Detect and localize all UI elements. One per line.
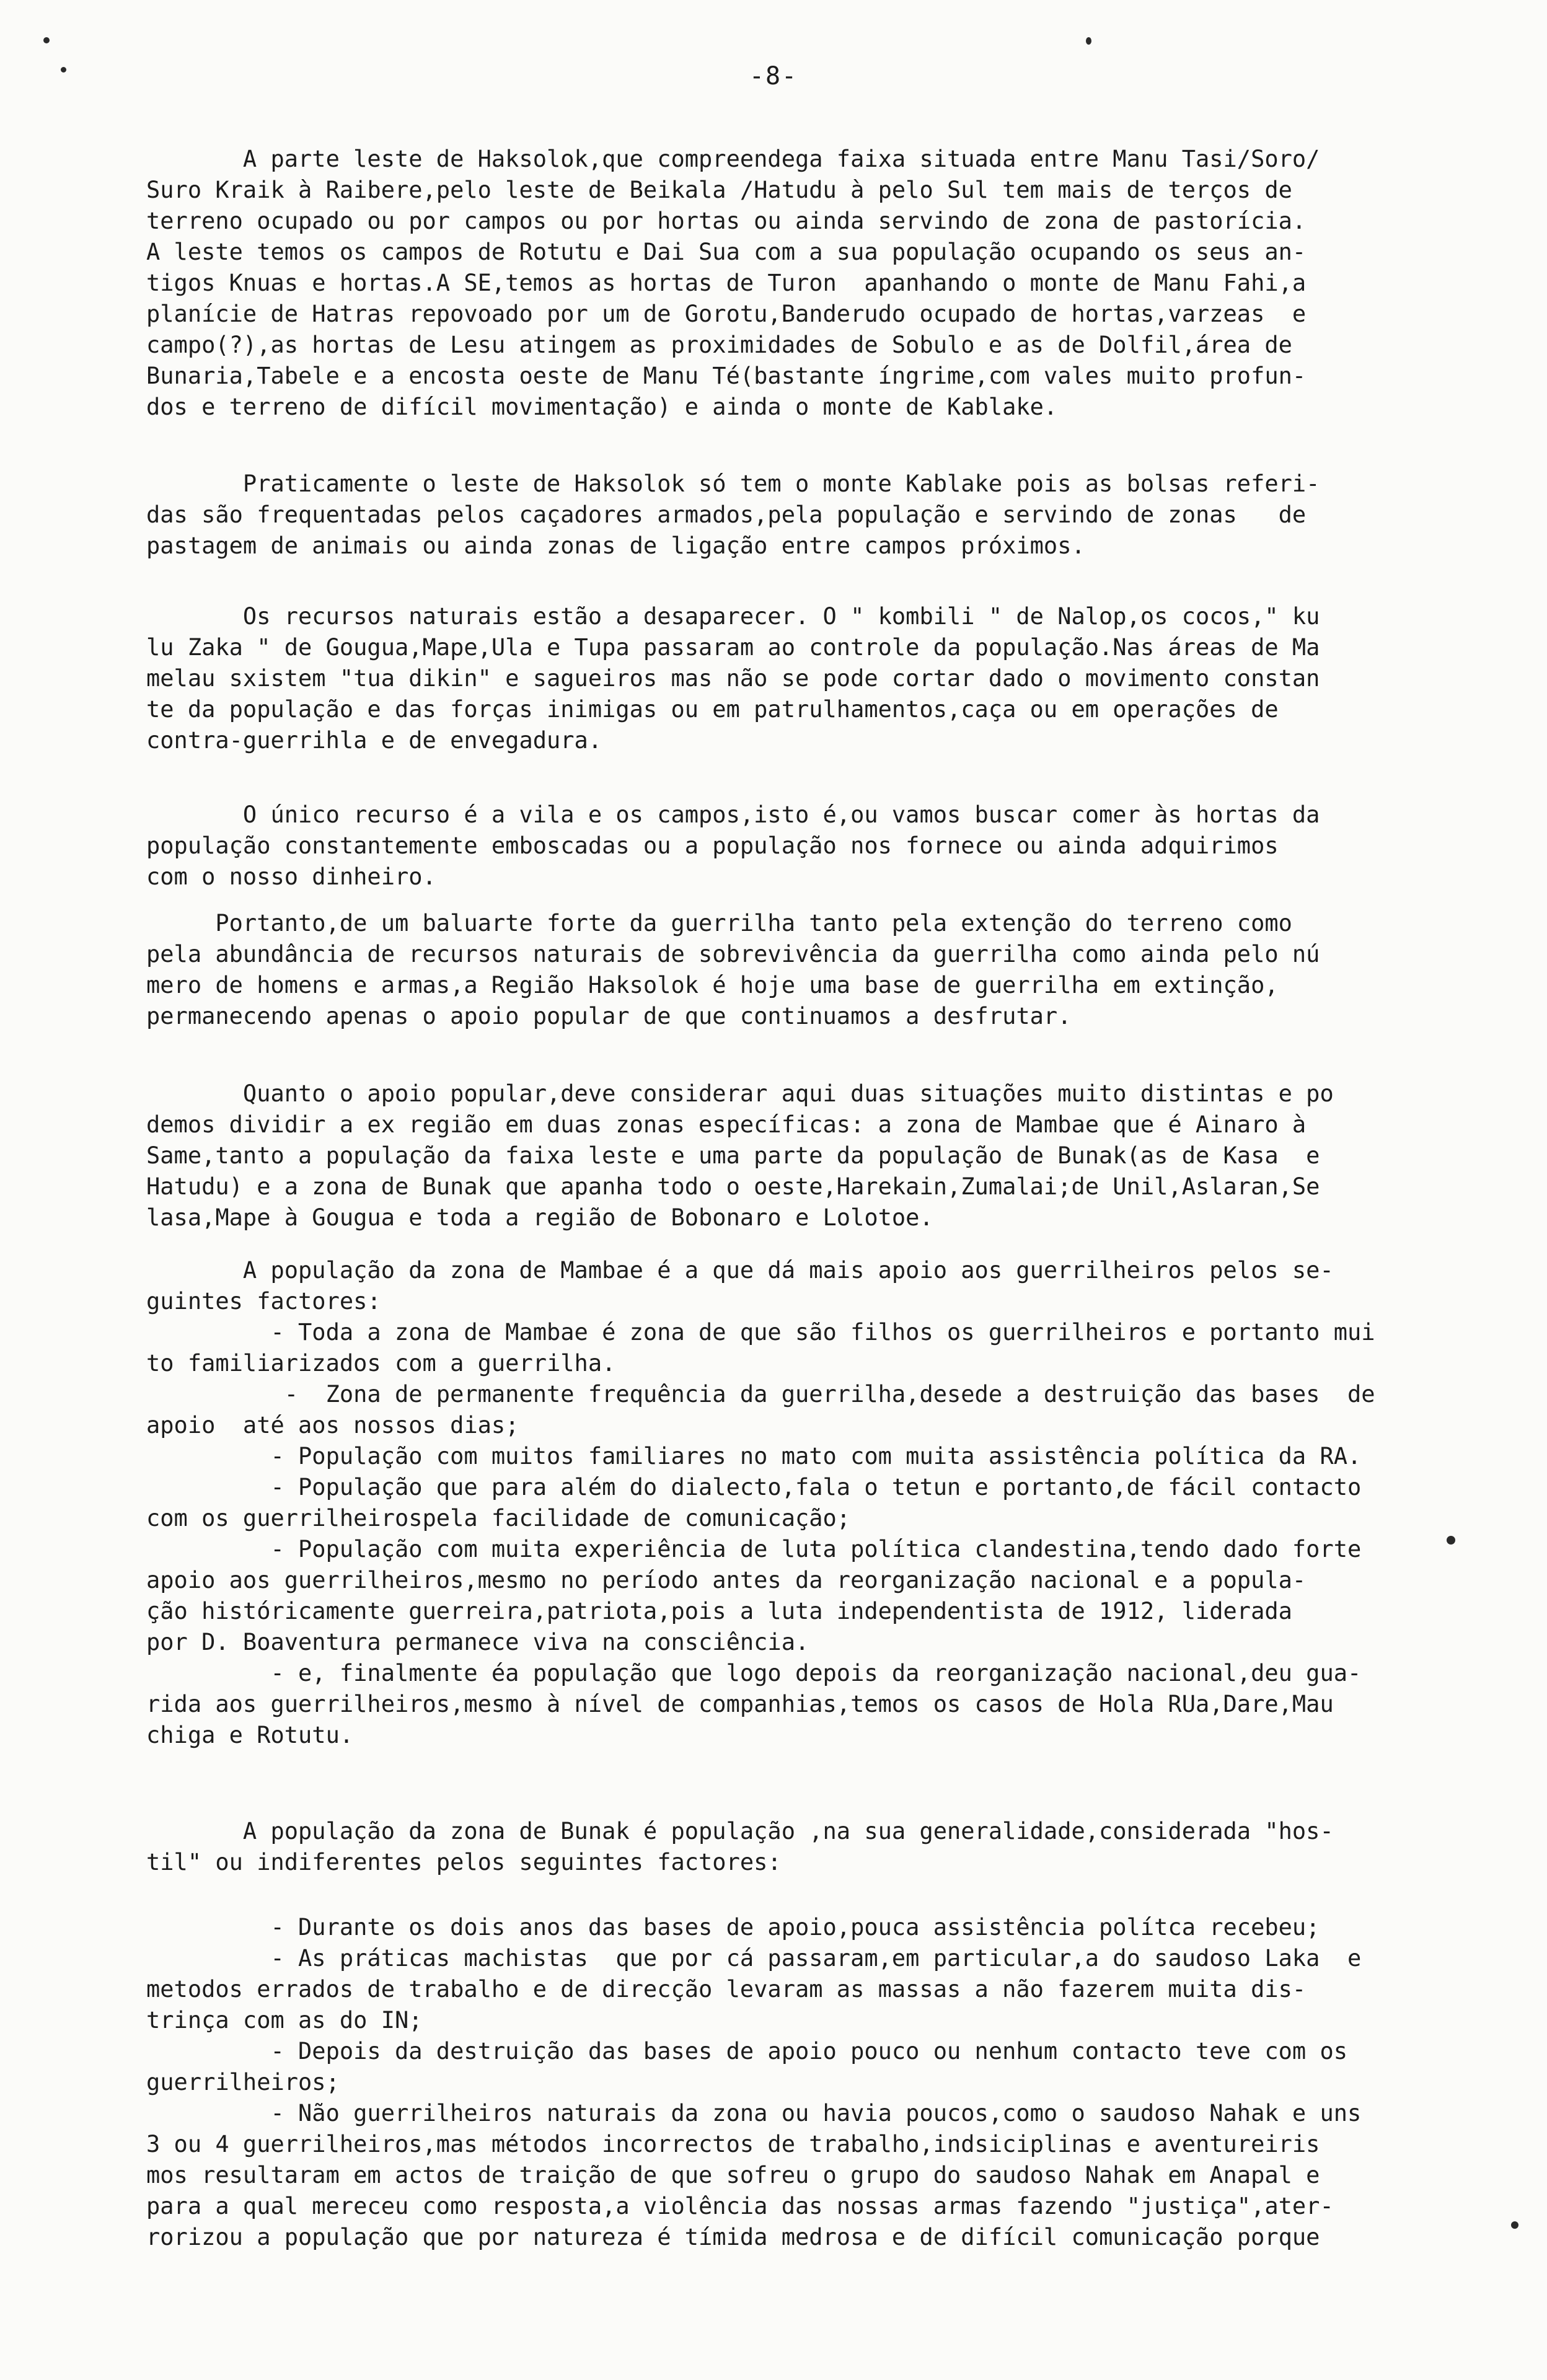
text-line: mos resultaram em actos de traição de que sofreu o grupo do saudoso Nahak em Anapal e (146, 2162, 1320, 2188)
paragraph (146, 1912, 1454, 2253)
text-line: pastagem de animais ou ainda zonas de ligação entre campos próximos. (146, 532, 1085, 559)
text-line: Hatudu) e a zona de Bunak que apanha todo o oeste,Harekain,Zumalai;de Unil,Aslaran,Se (146, 1173, 1320, 1200)
text-line: Portanto,de um baluarte forte da guerrilha tanto pela extenção do terreno como (146, 910, 1292, 937)
text-line: - As práticas machistas que por cá passaram,em particular,a do saudoso Laka e (146, 1945, 1362, 1972)
text-line: A população da zona de Mambae é a que dá mais apoio aos guerrilheiros pelos se- (146, 1257, 1334, 1284)
text-line: população constantemente emboscadas ou a população nos fornece ou ainda adquirimos (146, 832, 1279, 859)
scan-speck (43, 37, 50, 43)
text-line: til" ou indiferentes pelos seguintes factores: (146, 1849, 782, 1875)
text-line: Suro Kraik à Raibere,pelo leste de Beikala /Hatudu à pelo Sul tem mais de terços de (146, 177, 1292, 203)
scan-speck (1086, 37, 1091, 45)
text-line: Bunaria,Tabele e a encosta oeste de Manu Té(bastante íngrime,com vales muito profun- (146, 363, 1307, 389)
paragraph (146, 908, 1454, 1032)
text-line: - Zona de permanente frequência da guerrilha,desede a destruição das bases de (146, 1381, 1375, 1408)
text-line: para a qual mereceu como resposta,a violência das nossas armas fazendo "justiça",ater- (146, 2193, 1334, 2219)
scan-speck (61, 67, 66, 73)
text-line: campo(?),as hortas de Lesu atingem as proximidades de Sobulo e as de Dolfil,área de (146, 332, 1292, 358)
text-line: contra-guerrihla e de envegadura. (146, 727, 602, 754)
text-line: mero de homens e armas,a Região Haksolok é hoje uma base de guerrilha em extinção, (146, 972, 1279, 998)
text-line: apoio até aos nossos dias; (146, 1412, 519, 1439)
text-line: - Não guerrilheiros naturais da zona ou havia poucos,como o saudoso Nahak e uns (146, 2100, 1362, 2127)
text-line: terreno ocupado ou por campos ou por hortas ou ainda servindo de zona de pastorícia. (146, 208, 1307, 234)
scan-speck (1511, 2221, 1518, 2229)
paragraph (146, 601, 1454, 756)
text-line: permanecendo apenas o apoio popular de que continuamos a desfrutar. (146, 1003, 1072, 1029)
text-line: A população da zona de Bunak é população ,na sua generalidade,considerada "hos- (146, 1818, 1334, 1844)
text-line: - Depois da destruição das bases de apoio pouco ou nenhum contacto teve com os (146, 2038, 1348, 2065)
page-number: -8- (749, 62, 798, 90)
text-line: A leste temos os campos de Rotutu e Dai Sua com a sua população ocupando os seus an- (146, 239, 1307, 265)
text-line: por D. Boaventura permanece viva na consciência. (146, 1629, 809, 1655)
text-line: lu Zaka " de Gougua,Mape,Ula e Tupa passaram ao controle da população.Nas áreas de Ma (146, 634, 1320, 661)
text-line: com os guerrilheirospela facilidade de comunicação; (146, 1505, 851, 1532)
text-line: Same,tanto a população da faixa leste e uma parte da população de Bunak(as de Kasa e (146, 1142, 1320, 1169)
text-line: ção históricamente guerreira,patriota,pois a luta independentista de 1912, liderada (146, 1598, 1292, 1624)
text-line: guintes factores: (146, 1288, 381, 1315)
text-line: metodos errados de trabalho e de direcção levaram as massas a não fazerem muita dis- (146, 1976, 1307, 2003)
text-line: Praticamente o leste de Haksolok só tem o monte Kablake pois as bolsas referi- (146, 470, 1320, 497)
text-line: das são frequentadas pelos caçadores armados,pela população e servindo de zonas de (146, 501, 1307, 528)
text-line: - População com muita experiência de luta política clandestina,tendo dado forte (146, 1536, 1362, 1562)
text-line: O único recurso é a vila e os campos,isto é,ou vamos buscar comer às hortas da (146, 801, 1320, 828)
scan-speck (1447, 1536, 1455, 1545)
paragraph (146, 144, 1454, 423)
text-line: Quanto o apoio popular,deve considerar aqui duas situações muito distintas e po (146, 1080, 1334, 1107)
text-line: - População que para além do dialecto,fala o tetun e portanto,de fácil contacto (146, 1474, 1362, 1501)
text-line: guerrilheiros; (146, 2069, 340, 2096)
text-line: 3 ou 4 guerrilheiros,mas métodos incorrectos de trabalho,indsiciplinas e aventureiris (146, 2131, 1320, 2157)
text-line: rorizou a população que por natureza é tímida medrosa e de difícil comunicação porque (146, 2224, 1320, 2250)
text-line: to familiarizados com a guerrilha. (146, 1350, 616, 1377)
text-line: Os recursos naturais estão a desaparecer. O " kombili " de Nalop,os cocos," ku (146, 603, 1320, 630)
text-line: tigos Knuas e hortas.A SE,temos as hortas de Turon apanhando o monte de Manu Fahi,a (146, 270, 1307, 296)
text-line: demos dividir a ex região em duas zonas específicas: a zona de Mambae que é Ainaro à (146, 1111, 1307, 1138)
paragraph (146, 1078, 1454, 1233)
text-line: chiga e Rotutu. (146, 1722, 354, 1748)
text-line: - Durante os dois anos das bases de apoio,pouca assistência polítca recebeu; (146, 1914, 1320, 1941)
text-line: lasa,Mape à Gougua e toda a região de Bobonaro e Lolotoe. (146, 1204, 933, 1231)
paragraph (146, 800, 1454, 892)
text-line: - População com muitos familiares no mato com muita assistência política da RA. (146, 1443, 1362, 1470)
text-line: trinça com as do IN; (146, 2007, 423, 2034)
text-line: pela abundância de recursos naturais de sobrevivência da guerrilha como ainda pelo nú (146, 941, 1320, 967)
paragraph (146, 1255, 1454, 1751)
text-line: melau sxistem "tua dikin" e sagueiros mas não se pode cortar dado o movimento constan (146, 665, 1320, 692)
text-line: A parte leste de Haksolok,que compreendega faixa situada entre Manu Tasi/Soro/ (146, 146, 1320, 172)
text-line: apoio aos guerrilheiros,mesmo no período antes da reorganização nacional e a popula- (146, 1567, 1307, 1593)
text-line: dos e terreno de difícil movimentação) e ainda o monte de Kablake. (146, 394, 1058, 420)
text-line: com o nosso dinheiro. (146, 863, 436, 890)
text-line: rida aos guerrilheiros,mesmo à nível de companhias,temos os casos de Hola RUa,Dare,Mau (146, 1691, 1334, 1717)
text-line: te da população e das forças inimigas ou em patrulhamentos,caça ou em operações de (146, 696, 1279, 723)
text-line: - e, finalmente éa população que logo depois da reorganização nacional,deu gua- (146, 1660, 1362, 1686)
text-line: planície de Hatras repovoado por um de Gorotu,Banderudo ocupado de hortas,varzeas e (146, 301, 1307, 327)
text-line: - Toda a zona de Mambae é zona de que são filhos os guerrilheiros e portanto mui (146, 1319, 1375, 1346)
paragraph (146, 1816, 1454, 1878)
paragraph (146, 469, 1454, 562)
